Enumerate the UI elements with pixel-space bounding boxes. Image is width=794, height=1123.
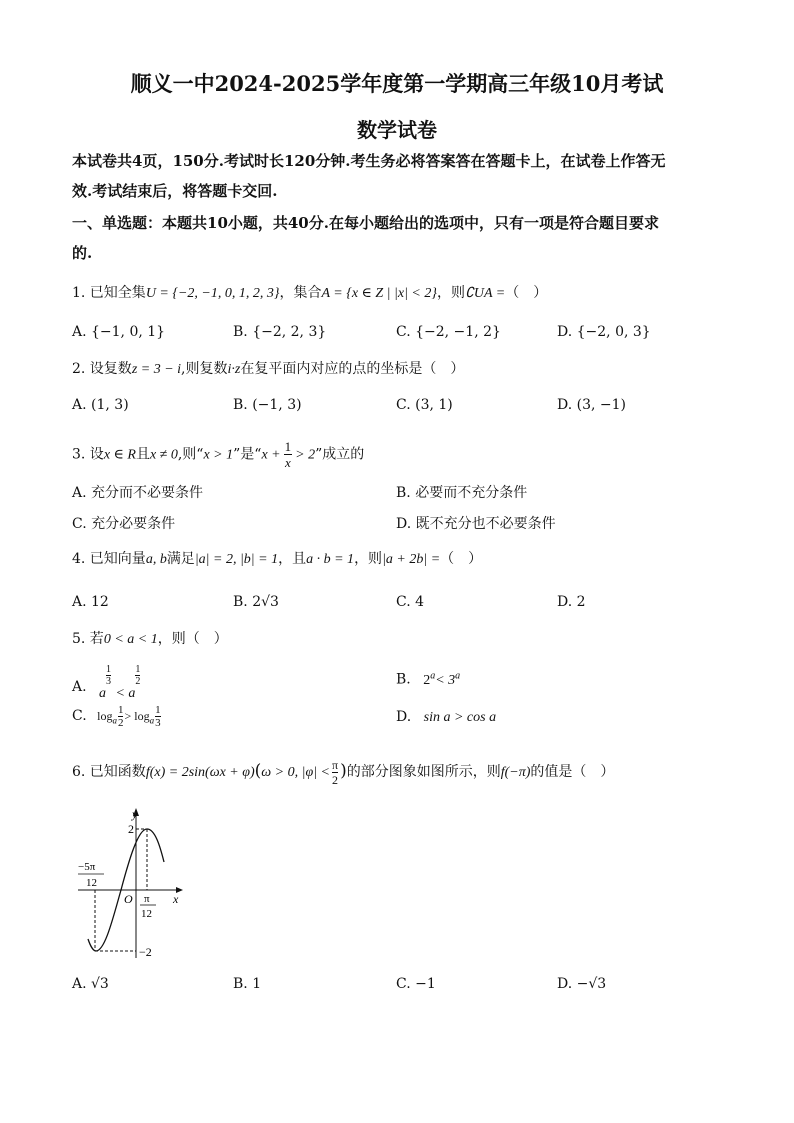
q2-text: 在复平面内对应的点的坐标是（ ）	[240, 361, 465, 377]
q6-pi-over-2	[332, 758, 338, 787]
q6-paren-open: (	[254, 761, 262, 781]
q5-c-frac1-den: 2	[117, 717, 124, 729]
label-left-den: 12	[86, 877, 97, 889]
q2-option-a[interactable]: A. (1, 3)	[72, 397, 129, 413]
q5-c-log2: > log	[124, 709, 150, 723]
q6-option-d[interactable]: D. −√3	[557, 976, 607, 992]
q5-a-exp2-den: 2	[135, 676, 141, 687]
q4-option-d[interactable]: D. 2	[557, 594, 586, 610]
q3-option-a[interactable]: A. 充分而不必要条件	[72, 485, 204, 501]
label-right-den: 12	[141, 908, 152, 920]
q1-text: ，则	[436, 285, 465, 301]
q2-product: i·z	[227, 362, 241, 377]
q3-text: ,则“	[177, 446, 204, 463]
q4-text: ，且	[278, 551, 307, 567]
q4-option-a[interactable]: A. 12	[72, 594, 109, 610]
q5-c-base2: a	[149, 715, 155, 726]
q5-condition: 0 < a < 1	[103, 632, 158, 647]
q5-c-frac1	[118, 704, 124, 729]
q5-c-frac2-den: 3	[155, 717, 161, 729]
q3-math: x > 1	[203, 447, 234, 463]
q5-b-base: 2	[423, 672, 431, 688]
q5-a-label: A.	[72, 679, 87, 695]
q4-text: 4. 已知向量	[72, 551, 146, 567]
q5-d-math: sin a > cos a	[423, 710, 497, 725]
q5-a-base: a	[99, 686, 107, 701]
q1-option-a[interactable]: A. {−1, 0, 1}	[72, 324, 166, 340]
q2-option-c[interactable]: C. (3, 1)	[396, 397, 453, 413]
question-3-stem	[72, 439, 364, 470]
label-left-num: −5π	[78, 861, 96, 873]
q3-option-c[interactable]: C. 充分必要条件	[72, 516, 176, 532]
label-origin: O	[124, 892, 133, 906]
q3-fraction	[284, 439, 293, 470]
q5-b-rhs: < 3	[435, 672, 456, 688]
q5-text: ，则（ ）	[157, 631, 228, 647]
q6-text: 的值是（ ）	[530, 764, 615, 780]
q6-condition: ω > 0, |φ| <	[261, 765, 331, 780]
q1-option-c[interactable]: C. {−2, −1, 2}	[396, 324, 501, 340]
q1-option-b[interactable]: B. {−2, 2, 3}	[233, 324, 327, 340]
section-line-1: 一、单选题：本题共10小题，共40分.在每小题给出的选项中，只有一项是符合题目要求	[72, 214, 659, 232]
section-line-2: 的.	[72, 244, 93, 262]
question-2-stem	[72, 359, 464, 380]
q1-text: ，集合	[279, 285, 322, 301]
q5-a-math	[99, 664, 140, 704]
q4-dot: a · b = 1	[306, 552, 355, 567]
q5-d-label: D.	[396, 709, 412, 725]
instructions-line-1: 本试卷共4页，150分.考试时长120分钟.考生务必将答案答在答题卡上，在试卷上作答无	[72, 152, 666, 170]
q4-text: 满足	[166, 551, 195, 567]
q3-frac-den: x	[285, 455, 291, 470]
q6-frac-den: 2	[332, 772, 339, 787]
q1-blank: （ ）	[505, 285, 548, 301]
q5-a-exp2-num: 1	[135, 664, 141, 675]
q5-c-frac2	[155, 704, 161, 729]
q4-vectors: a, b	[145, 552, 167, 567]
q5-a-exp	[106, 664, 111, 687]
exam-title: 顺义一中2024-2025学年度第一学期高三年级10月考试	[130, 71, 664, 96]
q1-universal-set: U = {−2, −1, 0, 1, 2, 3}	[145, 286, 280, 301]
q3-frac-num: 1	[284, 439, 292, 454]
q4-option-b[interactable]: B. 2√3	[233, 594, 279, 610]
q5-text: 5. 若	[72, 631, 104, 647]
q5-b-label: B.	[396, 671, 411, 688]
label-y: y	[132, 808, 138, 821]
q4-target: |a + 2b| =	[382, 552, 441, 567]
q6-frac-num: π	[332, 757, 339, 772]
q5-c-frac2-num: 1	[155, 704, 161, 716]
q5-option-b[interactable]	[396, 666, 460, 691]
question-5-stem	[72, 629, 228, 650]
q3-text: ”成立的	[315, 446, 365, 463]
exam-subtitle: 数学试卷	[357, 118, 437, 142]
q4-text: ，则	[354, 551, 383, 567]
q5-option-a[interactable]	[72, 664, 140, 704]
q2-text: 2. 设复数	[72, 361, 132, 377]
q6-option-a[interactable]: A. √3	[72, 976, 109, 992]
label-max: 2	[128, 822, 134, 836]
q3-math: > 2	[295, 447, 316, 463]
q6-text: 6. 已知函数	[72, 764, 146, 780]
label-min: −2	[139, 945, 152, 959]
q5-c-label: C.	[72, 708, 87, 724]
question-4-stem	[72, 549, 482, 570]
instructions-line-2: 效.考试结束后，将答题卡交回.	[72, 182, 278, 200]
label-x: x	[173, 892, 179, 906]
q4-option-c[interactable]: C. 4	[396, 594, 425, 610]
instructions	[72, 146, 722, 206]
q5-c-frac1-num: 1	[117, 704, 124, 716]
q3-option-d[interactable]: D. 既不充分也不必要条件	[396, 516, 556, 532]
q3-math: x ≠ 0	[149, 447, 178, 463]
q6-sine-graph	[72, 808, 192, 968]
q6-paren-close: )	[340, 761, 347, 781]
q3-math: x +	[261, 447, 281, 463]
q5-a-exp-den: 3	[106, 676, 112, 687]
q1-option-d[interactable]: D. {−2, 0, 3}	[557, 324, 651, 340]
q5-option-d[interactable]	[396, 707, 496, 728]
q5-b-exp2: a	[455, 670, 461, 681]
q2-complex-z: z = 3 − i	[131, 362, 182, 377]
q3-math: x ∈ R	[103, 447, 136, 463]
q5-b-exp: a	[430, 670, 436, 681]
q1-set-a: A = {x ∈ Z | |x| < 2}	[321, 286, 437, 301]
q5-a-rhs: < a	[115, 686, 136, 701]
question-1-stem	[72, 283, 547, 304]
q1-complement: ∁UA =	[464, 286, 506, 301]
q5-c-base: a	[112, 715, 117, 726]
q1-text: 1. 已知全集	[72, 285, 146, 301]
q3-text: ”是“	[233, 446, 262, 463]
section-heading	[72, 208, 722, 268]
question-6-stem	[72, 757, 614, 787]
q5-a-exp-num: 1	[106, 664, 112, 675]
q5-c-log: log	[97, 709, 113, 723]
q5-option-c[interactable]	[72, 704, 162, 730]
q6-function: f(x) = 2sin(ωx + φ)	[145, 765, 255, 780]
q3-option-b[interactable]: B. 必要而不充分条件	[396, 485, 528, 501]
label-right-num: π	[144, 893, 150, 905]
q6-option-c[interactable]: C. −1	[396, 976, 436, 992]
q6-option-b[interactable]: B. 1	[233, 976, 262, 992]
q2-text: ,则复数	[181, 361, 228, 377]
q6-text: 的部分图象如图所示，则	[346, 764, 501, 780]
q6-target: f(−π)	[500, 765, 531, 780]
q2-option-d[interactable]: D. (3, −1)	[557, 397, 626, 413]
q5-a-exp2	[135, 664, 140, 687]
q5-c-math	[97, 704, 161, 729]
q4-norms: |a| = 2, |b| = 1	[194, 552, 279, 567]
q2-option-b[interactable]: B. (−1, 3)	[233, 397, 302, 413]
q4-blank: （ ）	[440, 551, 483, 567]
q5-b-math	[423, 672, 460, 688]
q3-text: 3. 设	[72, 446, 104, 463]
q3-text: 且	[135, 446, 150, 463]
